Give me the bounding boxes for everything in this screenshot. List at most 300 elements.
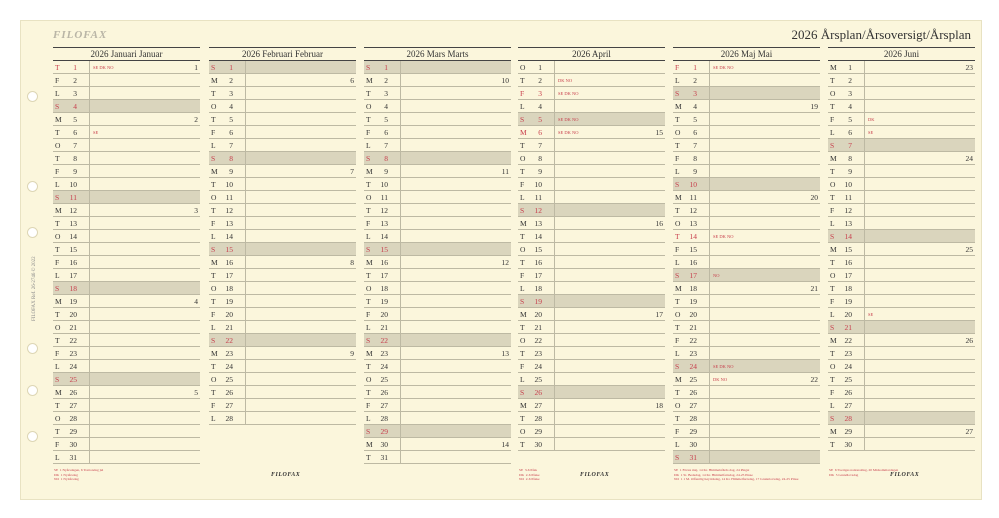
day-row[interactable]	[364, 269, 511, 282]
day-row[interactable]	[53, 191, 200, 204]
day-row[interactable]	[518, 152, 665, 165]
day-row[interactable]	[828, 61, 975, 74]
day-row[interactable]	[673, 230, 820, 243]
weekday-letter: T	[520, 232, 525, 241]
day-row[interactable]	[518, 425, 665, 438]
day-row[interactable]	[518, 360, 665, 373]
day-row[interactable]	[364, 165, 511, 178]
day-row[interactable]	[53, 334, 200, 347]
weekday-letter: L	[520, 102, 525, 111]
weekday-letter: S	[675, 271, 680, 280]
day-row[interactable]	[828, 152, 975, 165]
day-row[interactable]	[53, 74, 200, 87]
day-row[interactable]	[828, 295, 975, 308]
day-row[interactable]	[53, 386, 200, 399]
column-divider	[400, 191, 401, 203]
column-divider	[400, 425, 401, 437]
day-row[interactable]	[209, 347, 356, 360]
column-divider	[709, 282, 710, 294]
day-row[interactable]	[364, 87, 511, 100]
day-row[interactable]	[673, 152, 820, 165]
week-number: 21	[810, 284, 818, 293]
day-number: 7	[384, 141, 388, 150]
day-row[interactable]	[364, 243, 511, 256]
day-row[interactable]	[673, 347, 820, 360]
day-row[interactable]	[364, 321, 511, 334]
day-number: 27	[69, 401, 77, 410]
day-row[interactable]	[828, 204, 975, 217]
day-number: 8	[693, 154, 697, 163]
day-row[interactable]	[518, 243, 665, 256]
day-number: 11	[69, 193, 77, 202]
day-row[interactable]	[828, 165, 975, 178]
weekday-letter: F	[366, 219, 371, 228]
day-row[interactable]	[518, 308, 665, 321]
week-number: 5	[194, 388, 198, 397]
day-row[interactable]	[53, 451, 200, 464]
day-number: 24	[689, 362, 697, 371]
column-divider	[709, 308, 710, 320]
day-row[interactable]	[828, 321, 975, 334]
column-divider	[709, 191, 710, 203]
month-column	[53, 47, 200, 481]
day-row[interactable]	[53, 243, 200, 256]
day-row[interactable]	[518, 347, 665, 360]
weekday-letter: F	[675, 63, 680, 72]
day-row[interactable]	[673, 451, 820, 464]
day-row[interactable]	[364, 412, 511, 425]
day-row[interactable]	[518, 87, 665, 100]
holiday-footnote: SE 6 Sveriges nationaldag, 20 Midsommardagen DK 5 Grundlovsdag	[829, 468, 899, 477]
day-row[interactable]	[53, 178, 200, 191]
day-number: 17	[689, 271, 697, 280]
column-divider	[554, 139, 555, 151]
weekday-letter: M	[520, 401, 527, 410]
day-row[interactable]	[53, 412, 200, 425]
day-row[interactable]	[209, 321, 356, 334]
weekday-letter: L	[55, 453, 60, 462]
day-row[interactable]	[673, 61, 820, 74]
day-row[interactable]	[53, 438, 200, 451]
day-number: 14	[380, 232, 388, 241]
weekday-letter: T	[830, 193, 835, 202]
day-row[interactable]	[364, 113, 511, 126]
day-row[interactable]	[53, 282, 200, 295]
day-row[interactable]	[828, 139, 975, 152]
day-row[interactable]	[364, 256, 511, 269]
weekday-letter: T	[55, 63, 60, 72]
week-number: 22	[810, 375, 818, 384]
day-row[interactable]	[209, 360, 356, 373]
day-row[interactable]	[209, 256, 356, 269]
weekday-letter: F	[675, 427, 680, 436]
day-row[interactable]	[364, 308, 511, 321]
day-number: 7	[848, 141, 852, 150]
day-number: 8	[848, 154, 852, 163]
day-row[interactable]	[209, 204, 356, 217]
day-row[interactable]	[364, 399, 511, 412]
day-row[interactable]	[53, 87, 200, 100]
day-row[interactable]	[53, 230, 200, 243]
day-row[interactable]	[828, 100, 975, 113]
day-row[interactable]	[518, 191, 665, 204]
column-divider	[400, 243, 401, 255]
weekday-letter: L	[830, 401, 835, 410]
weekday-letter: O	[520, 154, 526, 163]
weekday-letter: M	[366, 349, 373, 358]
day-row[interactable]	[209, 243, 356, 256]
holiday-marker: SE	[93, 130, 99, 135]
weekday-letter: T	[830, 258, 835, 267]
day-row[interactable]	[209, 139, 356, 152]
weekday-letter: T	[520, 167, 525, 176]
column-divider	[245, 100, 246, 112]
day-row[interactable]	[209, 373, 356, 386]
day-row[interactable]	[673, 321, 820, 334]
day-row[interactable]	[53, 347, 200, 360]
day-row[interactable]	[828, 178, 975, 191]
column-divider	[245, 152, 246, 164]
day-row[interactable]	[53, 61, 200, 74]
day-row[interactable]	[209, 126, 356, 139]
weekday-letter: L	[675, 76, 680, 85]
weekday-letter: T	[366, 180, 371, 189]
day-row[interactable]	[53, 165, 200, 178]
day-row[interactable]	[673, 438, 820, 451]
day-number: 26	[689, 388, 697, 397]
day-row[interactable]	[673, 243, 820, 256]
day-row[interactable]	[209, 269, 356, 282]
column-divider	[709, 74, 710, 86]
day-row[interactable]	[518, 386, 665, 399]
day-row[interactable]	[364, 217, 511, 230]
day-row[interactable]	[209, 178, 356, 191]
day-row[interactable]	[364, 334, 511, 347]
day-number: 20	[69, 310, 77, 319]
day-row[interactable]	[364, 386, 511, 399]
day-number: 13	[534, 219, 542, 228]
day-number: 17	[534, 271, 542, 280]
day-row[interactable]	[364, 230, 511, 243]
day-row[interactable]	[53, 152, 200, 165]
column-divider	[245, 61, 246, 73]
day-row[interactable]	[364, 425, 511, 438]
day-row[interactable]	[673, 217, 820, 230]
day-row[interactable]	[673, 113, 820, 126]
day-row[interactable]	[364, 373, 511, 386]
day-row[interactable]	[53, 295, 200, 308]
day-row[interactable]	[518, 217, 665, 230]
day-row[interactable]	[53, 256, 200, 269]
day-row[interactable]	[673, 399, 820, 412]
day-row[interactable]	[828, 412, 975, 425]
day-row[interactable]	[364, 282, 511, 295]
day-row[interactable]	[673, 87, 820, 100]
day-row[interactable]	[828, 113, 975, 126]
day-row[interactable]	[828, 230, 975, 243]
day-row[interactable]	[209, 334, 356, 347]
day-row[interactable]	[518, 438, 665, 451]
day-number: 29	[69, 427, 77, 436]
day-row[interactable]	[518, 126, 665, 139]
day-row[interactable]	[828, 347, 975, 360]
day-row[interactable]	[518, 269, 665, 282]
day-row[interactable]	[828, 334, 975, 347]
column-divider	[400, 308, 401, 320]
day-row[interactable]	[673, 360, 820, 373]
day-number: 12	[534, 206, 542, 215]
day-row[interactable]	[518, 399, 665, 412]
day-row[interactable]	[828, 438, 975, 451]
column-divider	[864, 412, 865, 424]
day-number: 16	[69, 258, 77, 267]
day-row[interactable]	[673, 282, 820, 295]
day-row[interactable]	[828, 74, 975, 87]
weekday-letter: L	[211, 414, 216, 423]
day-row[interactable]	[209, 87, 356, 100]
column-divider	[400, 386, 401, 398]
day-row[interactable]	[53, 204, 200, 217]
day-row[interactable]	[53, 425, 200, 438]
day-row[interactable]	[673, 386, 820, 399]
day-row[interactable]	[828, 399, 975, 412]
weekday-letter: F	[55, 440, 60, 449]
punch-hole	[27, 343, 38, 354]
day-number: 29	[380, 427, 388, 436]
column-divider	[89, 61, 90, 73]
day-row[interactable]	[518, 373, 665, 386]
weekday-letter: L	[55, 362, 60, 371]
day-row[interactable]	[53, 217, 200, 230]
day-number: 26	[380, 388, 388, 397]
day-row[interactable]	[828, 386, 975, 399]
weekday-letter: T	[520, 414, 525, 423]
day-row[interactable]	[364, 191, 511, 204]
day-row[interactable]	[673, 308, 820, 321]
weekday-letter: O	[366, 284, 372, 293]
day-row[interactable]	[828, 126, 975, 139]
day-row[interactable]	[673, 100, 820, 113]
day-row[interactable]	[518, 178, 665, 191]
holiday-marker: SE DK NO	[558, 117, 579, 122]
weekday-letter: T	[520, 323, 525, 332]
day-row[interactable]	[364, 178, 511, 191]
day-row[interactable]	[53, 139, 200, 152]
weekday-letter: M	[211, 167, 218, 176]
weekday-letter: T	[830, 167, 835, 176]
day-number: 12	[225, 206, 233, 215]
day-row[interactable]	[209, 282, 356, 295]
day-row[interactable]	[518, 256, 665, 269]
day-list	[364, 61, 511, 464]
day-row[interactable]	[53, 269, 200, 282]
day-row[interactable]	[518, 204, 665, 217]
day-row[interactable]	[364, 347, 511, 360]
day-row[interactable]	[518, 139, 665, 152]
day-number: 28	[380, 414, 388, 423]
weekday-letter: O	[55, 232, 61, 241]
day-row[interactable]	[828, 282, 975, 295]
week-number: 8	[350, 258, 354, 267]
day-row[interactable]	[673, 412, 820, 425]
column-divider	[864, 100, 865, 112]
day-row[interactable]	[673, 269, 820, 282]
weekday-letter: S	[830, 232, 835, 241]
day-number: 3	[384, 89, 388, 98]
day-row[interactable]	[364, 295, 511, 308]
day-row[interactable]	[673, 373, 820, 386]
day-row[interactable]	[518, 295, 665, 308]
day-row[interactable]	[518, 230, 665, 243]
day-row[interactable]	[364, 100, 511, 113]
day-row[interactable]	[828, 373, 975, 386]
holiday-footnote: SE 1 Första maj, 14 Kr. Himmelsfärds dag, 24 Pingst DK 1 St. Bededag, 14 Kr. Himmelfartsdag, 24-25 Pinse NO 1 1 M. Offentlig høytidsdag, 14 Kr. Himmelfartsdag, 17 Grunnlovsdag, 24-25 Pinse	[674, 468, 799, 481]
day-row[interactable]	[673, 334, 820, 347]
weekday-letter: O	[211, 375, 217, 384]
day-row[interactable]	[209, 230, 356, 243]
day-number: 14	[534, 232, 542, 241]
column-divider	[709, 334, 710, 346]
day-row[interactable]	[364, 74, 511, 87]
footer-logo: FILOFAX	[580, 472, 610, 478]
page-title: 2026 Årsplan/Årsoversigt/Årsplan	[791, 27, 971, 42]
day-row[interactable]	[518, 412, 665, 425]
day-row[interactable]	[518, 113, 665, 126]
day-row[interactable]	[209, 191, 356, 204]
day-row[interactable]	[518, 321, 665, 334]
day-row[interactable]	[828, 217, 975, 230]
column-divider	[245, 412, 246, 424]
day-row[interactable]	[828, 360, 975, 373]
day-row[interactable]	[828, 425, 975, 438]
day-row[interactable]	[518, 334, 665, 347]
day-row[interactable]	[53, 113, 200, 126]
day-number: 7	[538, 141, 542, 150]
weekday-letter: L	[675, 349, 680, 358]
day-row[interactable]	[209, 295, 356, 308]
weekday-letter: L	[520, 193, 525, 202]
day-row[interactable]	[673, 165, 820, 178]
day-row[interactable]	[673, 191, 820, 204]
day-number: 26	[534, 388, 542, 397]
day-row[interactable]	[518, 100, 665, 113]
day-row[interactable]	[53, 308, 200, 321]
day-row[interactable]	[673, 74, 820, 87]
weekday-letter: S	[211, 245, 216, 254]
day-row[interactable]	[209, 74, 356, 87]
day-row[interactable]	[518, 74, 665, 87]
day-row[interactable]	[518, 282, 665, 295]
column-divider	[554, 152, 555, 164]
day-row[interactable]	[828, 191, 975, 204]
day-row[interactable]	[673, 256, 820, 269]
day-row[interactable]	[209, 217, 356, 230]
day-row[interactable]	[673, 425, 820, 438]
day-row[interactable]	[828, 87, 975, 100]
day-row[interactable]	[53, 321, 200, 334]
column-divider	[554, 386, 555, 398]
day-number: 15	[380, 245, 388, 254]
day-list	[53, 61, 200, 464]
week-number: 13	[501, 349, 509, 358]
column-divider	[245, 386, 246, 398]
day-number: 9	[73, 167, 77, 176]
column-divider	[400, 360, 401, 372]
column-divider	[89, 347, 90, 359]
day-row[interactable]	[209, 399, 356, 412]
day-row[interactable]	[828, 243, 975, 256]
day-row[interactable]	[209, 113, 356, 126]
day-row[interactable]	[673, 139, 820, 152]
column-divider	[89, 74, 90, 86]
day-row[interactable]	[209, 100, 356, 113]
day-row[interactable]	[518, 61, 665, 74]
day-row[interactable]	[209, 165, 356, 178]
day-row[interactable]	[364, 438, 511, 451]
day-row[interactable]	[209, 61, 356, 74]
day-row[interactable]	[828, 308, 975, 321]
weekday-letter: T	[211, 89, 216, 98]
column-divider	[400, 451, 401, 463]
day-row[interactable]	[364, 61, 511, 74]
day-row[interactable]	[364, 451, 511, 464]
day-row[interactable]	[53, 360, 200, 373]
day-row[interactable]	[518, 165, 665, 178]
column-divider	[864, 386, 865, 398]
day-row[interactable]	[673, 295, 820, 308]
column-divider	[864, 87, 865, 99]
weekday-letter: O	[830, 180, 836, 189]
day-row[interactable]	[53, 399, 200, 412]
column-divider	[89, 386, 90, 398]
day-row[interactable]	[828, 256, 975, 269]
day-number: 24	[534, 362, 542, 371]
day-number: 18	[844, 284, 852, 293]
weekday-letter: F	[55, 167, 60, 176]
holiday-marker: SE	[868, 130, 874, 135]
day-row[interactable]	[828, 269, 975, 282]
day-number: 1	[693, 63, 697, 72]
weekday-letter: L	[55, 271, 60, 280]
day-row[interactable]	[364, 360, 511, 373]
day-row[interactable]	[209, 308, 356, 321]
weekday-letter: M	[366, 167, 373, 176]
day-row[interactable]	[53, 373, 200, 386]
column-divider	[864, 74, 865, 86]
day-row[interactable]	[364, 126, 511, 139]
month-column	[209, 47, 356, 478]
day-row[interactable]	[673, 178, 820, 191]
day-row[interactable]	[209, 386, 356, 399]
day-row[interactable]	[673, 126, 820, 139]
day-row[interactable]	[364, 152, 511, 165]
weekday-letter: L	[675, 258, 680, 267]
day-row[interactable]	[53, 126, 200, 139]
day-row[interactable]	[53, 100, 200, 113]
day-row[interactable]	[209, 412, 356, 425]
weekday-letter: M	[366, 440, 373, 449]
weekday-letter: O	[675, 310, 681, 319]
column-divider	[400, 152, 401, 164]
day-row[interactable]	[673, 204, 820, 217]
day-row[interactable]	[364, 204, 511, 217]
day-number: 18	[69, 284, 77, 293]
day-number: 16	[380, 258, 388, 267]
day-row[interactable]	[209, 152, 356, 165]
day-row[interactable]	[364, 139, 511, 152]
column-divider	[400, 321, 401, 333]
column-divider	[400, 256, 401, 268]
